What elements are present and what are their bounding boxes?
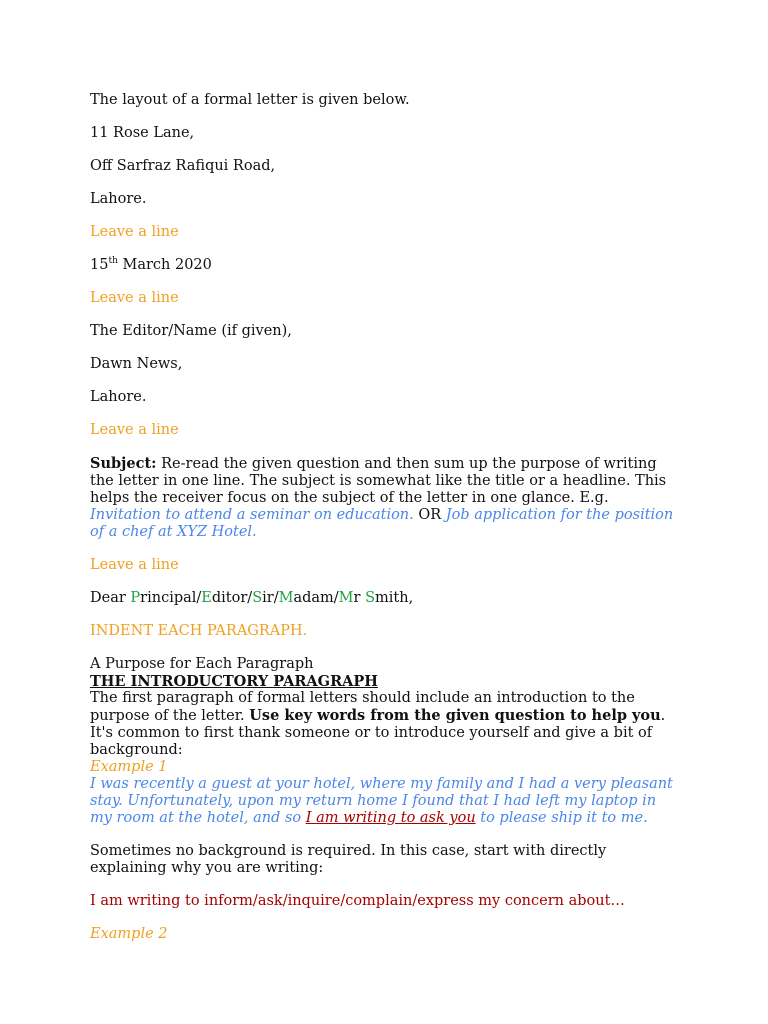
document-page [90, 92, 680, 943]
subject-example-2: Job application for the position of a chef at XYZ Hotel. [90, 507, 674, 540]
leave-line-note-4: Leave a line [90, 557, 179, 573]
salutation-rest-madam: adam/ [293, 590, 339, 606]
salutation-rest-principal: rincipal/ [140, 590, 202, 606]
example-2-label: Example 2 [90, 926, 168, 942]
sender-address-line-1: 11 Rose Lane, [90, 125, 195, 141]
salutation-cap-p: P [130, 590, 141, 606]
intro-text: The layout of a formal letter is given below. [90, 92, 410, 108]
salutation-cap-s2: S [365, 590, 376, 606]
subject-label: Subject: [90, 455, 157, 472]
sender-address-line-3: Lahore. [90, 191, 147, 207]
recipient-line-3: Lahore. [90, 389, 147, 405]
intro-heading: THE INTRODUCTORY PARAGRAPH [90, 673, 378, 690]
no-background-paragraph: Sometimes no background is required. In this case, start with directly explaining why you are writing: [90, 843, 607, 876]
writing-to-ask-link: I am writing to ask you [305, 810, 476, 826]
subject-paragraph [90, 455, 680, 541]
recipient-line-1: The Editor/Name (if given), [90, 323, 292, 339]
intro-para-bold: Use key words from the given question to help you [249, 707, 661, 724]
example-1-after: to please ship it to me. [475, 810, 648, 826]
salutation-rest-sir: ir/ [262, 590, 279, 606]
subject-text: Re-read the given question and then sum up the purpose of writing the letter in one line. The subject is somewhat like the title or a headline. This helps the receiver focus on the subject of the letter in one glance. E.g. [90, 456, 667, 506]
example-1-label: Example 1 [90, 759, 168, 775]
salutation-cap-e: E [201, 590, 212, 606]
intro-para-text-1: The first paragraph of formal letters should include an introduction to the purpose of the letter. [90, 690, 635, 724]
sender-address-line-2: Off Sarfraz Rafiqui Road, [90, 158, 276, 174]
indent-note: INDENT EACH PARAGRAPH. [90, 623, 308, 639]
intro-para-text-2: . It's common to first thank someone or to introduce yourself and give a bit of background: [90, 708, 666, 758]
example-1-before: I was recently a guest at your hotel, where my family and I had a very pleasant stay. Unfortunately, upon my return home I found that I had left my laptop in my room at the hotel, and so [90, 776, 673, 826]
leave-line-note-3: Leave a line [90, 422, 179, 438]
example-1-text [90, 776, 680, 827]
salutation-cap-m: M [278, 590, 294, 606]
salutation-rest-mr: r [353, 590, 366, 606]
salutation-rest-editor: ditor/ [211, 590, 253, 606]
recipient-line-2: Dawn News, [90, 356, 183, 372]
subject-or: OR [413, 507, 446, 523]
leave-line-note-1: Leave a line [90, 224, 179, 240]
letter-date [90, 257, 680, 274]
date-suffix: th [108, 256, 118, 267]
date-rest: March 2020 [117, 257, 212, 273]
leave-line-note-2: Leave a line [90, 290, 179, 306]
writing-phrase: I am writing to inform/ask/inquire/complain/express my concern about… [90, 893, 625, 909]
intro-paragraph [90, 690, 680, 759]
purpose-title: A Purpose for Each Paragraph [90, 656, 314, 672]
salutation [90, 590, 680, 607]
salutation-rest-smith: mith, [375, 590, 414, 606]
salutation-dear: Dear [90, 590, 131, 606]
salutation-cap-m2: M [338, 590, 354, 606]
date-day: 15 [90, 257, 109, 273]
subject-example-1: Invitation to attend a seminar on education. [90, 507, 414, 523]
salutation-cap-s: S [252, 590, 263, 606]
